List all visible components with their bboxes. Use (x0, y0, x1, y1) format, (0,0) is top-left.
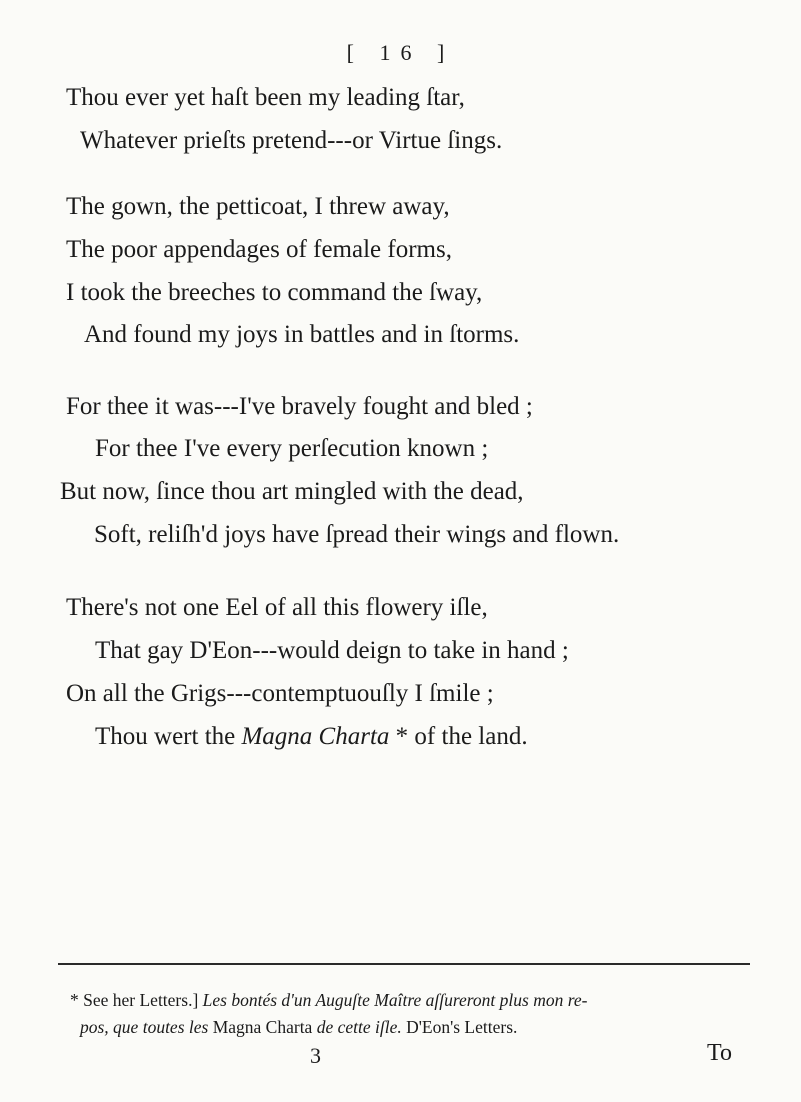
verse-line: Soft, reliſh'd joys have ſpread their wings and flown. (94, 521, 620, 548)
signature-mark: 3 (310, 1043, 321, 1068)
verse-text: Thou wert the (95, 723, 236, 750)
verse-line: The gown, the petticoat, I threw away, (66, 193, 450, 220)
verse-text: * of the land. (395, 723, 528, 750)
footnote-french: Les bontés d'un Auguſte Maître aſſureront plus mon re- (202, 990, 588, 1010)
verse-line: I took the breeches to command the ſway, (66, 279, 483, 306)
verse-line: The poor appendages of female forms, (66, 236, 452, 263)
verse-line: For thee it was---I've bravely fought and bled ; (66, 393, 533, 420)
magna-charta-term: Magna Charta (241, 723, 390, 750)
footnote-mark: * (70, 990, 79, 1010)
footnote-continuation (80, 1017, 517, 1038)
verse-line: On all the Grigs---contemptuouſly I ſmile ; (66, 680, 494, 707)
verse-line: For thee I've every perſecution known ; (95, 435, 489, 462)
verse-line: Thou ever yet haſt been my leading ſtar, (66, 84, 465, 111)
verse-line-with-italic (95, 722, 528, 752)
footnote-source: D'Eon's Letters. (406, 1017, 518, 1037)
verse-line: That gay D'Eon---would deign to take in hand ; (95, 637, 569, 664)
footnote-french: pos, que toutes les (80, 1017, 209, 1037)
verse-line: But now, ſince thou art mingled with the dead, (60, 478, 524, 505)
footnote-text: See her Letters.] (83, 990, 199, 1010)
footnote-divider (58, 963, 750, 965)
page-number: [ 16 ] (346, 40, 455, 65)
verse-line: Whatever prieſts pretend---or Virtue ſings. (80, 127, 503, 154)
catchword: To (707, 1040, 732, 1066)
footnote-text: Magna Charta (212, 1017, 313, 1037)
footnote (70, 987, 760, 1013)
footnote-french: de cette iſle. (316, 1017, 402, 1037)
verse-line: And found my joys in battles and in ſtorms. (84, 321, 520, 348)
verse-line: There's not one Eel of all this flowery iſle, (66, 594, 488, 621)
